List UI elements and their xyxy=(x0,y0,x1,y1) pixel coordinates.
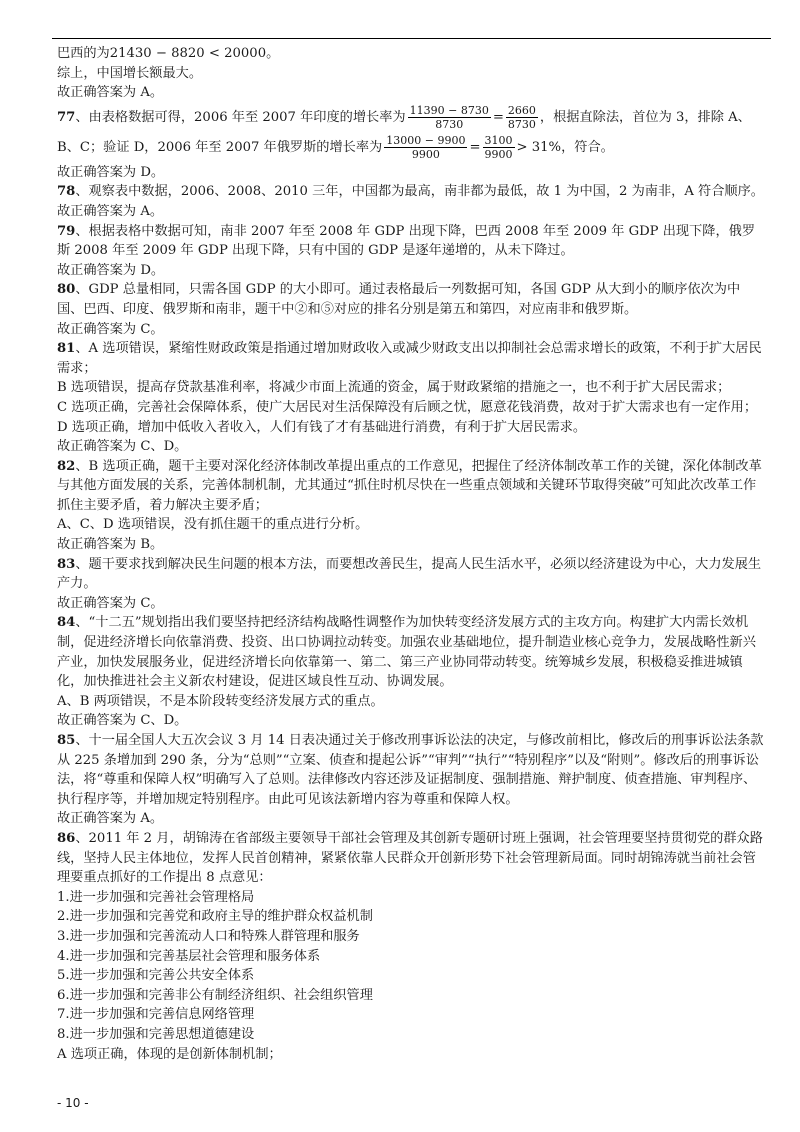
answer-line: 故正确答案为 D。 xyxy=(57,262,165,278)
text: 、由表格数据可得，2006 年至 2007 年印度的增长率为 xyxy=(75,109,406,125)
equals-sign: = xyxy=(469,139,481,155)
question-number: 86 xyxy=(57,830,76,846)
answer-line: 故正确答案为 C、D。 xyxy=(57,439,188,455)
text: ，符合。 xyxy=(561,139,614,155)
header-rule xyxy=(52,38,771,39)
list-item: 6.进一步加强和完善非公有制经济组织、社会组织管理 xyxy=(57,987,373,1003)
fraction xyxy=(506,104,538,131)
list-item: 1.进一步加强和完善社会管理格局 xyxy=(57,889,255,905)
numerator: 2660 xyxy=(507,103,536,117)
question-83 xyxy=(57,555,765,594)
math-expression: 21430 − 8820 < 20000 xyxy=(109,46,267,61)
question-78 xyxy=(57,182,765,202)
question-number: 84 xyxy=(57,615,76,631)
list-item: 4.进一步加强和完善基层社会管理和服务体系 xyxy=(57,948,321,964)
answer-line: 故正确答案为 C。 xyxy=(57,321,164,337)
list-item: 5.进一步加强和完善公共安全体系 xyxy=(57,968,255,984)
list-item: 3.进一步加强和完善流动人口和特殊人群管理和服务 xyxy=(57,928,360,944)
math-expression: > 31% xyxy=(516,139,562,155)
paragraph: B 选项错误，提高存贷款基准利率，将减少市面上流通的资金，属于财政紧缩的措施之一，也不利于扩大居民需求； xyxy=(57,380,731,396)
numerator: 11390 − 8730 xyxy=(409,103,489,117)
question-77 xyxy=(57,103,765,133)
equals-sign: = xyxy=(492,109,504,125)
text: 、观察表中数据，2006、2008、2010 三年，中国都为最高，南非都为最低，故 1 为中国，2 为南非，A 符合顺序。 xyxy=(75,184,764,200)
question-84 xyxy=(57,613,765,691)
answer-line: 故正确答案为 C、D。 xyxy=(57,713,188,729)
text: 、GDP 总量相同，只需各国 GDP 的大小即可。通过表格最后一列数据可知，各国 GDP 从大到小的顺序依次为中国、巴西、印度、俄罗斯和南非，题干中②和⑤对应的排名分别是第五和第四，对应南非和俄罗斯。 xyxy=(57,282,741,317)
question-86 xyxy=(57,829,765,888)
paragraph: A、B 两项错误，不是本阶段转变经济发展方式的重点。 xyxy=(57,693,384,709)
answer-line: 故正确答案为 B。 xyxy=(57,537,164,553)
question-number: 85 xyxy=(57,733,76,748)
paragraph xyxy=(57,44,765,64)
text: 、根据表格中数据可知，南非 2007 年至 2008 年 GDP 出现下降，巴西 2008 年至 2009 年 GDP 出现下降，俄罗斯 2008 年至 2009 年 GDP 出现下降，只有中国的 GDP 是逐年递增的，从未下降过。 xyxy=(57,223,756,259)
text: 、题干要求找到解决民生问题的根本方法，而要想改善民生，提高人民生活水平，必须以经济建设为中心，大力发展生产力。 xyxy=(57,556,762,592)
text: 、2011 年 2 月，胡锦涛在省部级主要领导干部社会管理及其创新专题研讨班上强调，社会管理要坚持贯彻党的群众路线，坚持人民主体地位，发挥人民首创精神，紧紧依靠人民群众开创新形势下社会管理新局面。同时胡锦涛就当前社会管理要重点抓好的工作提出 8 点意见： xyxy=(57,830,763,886)
list-item: 8.进一步加强和完善思想道德建设 xyxy=(57,1026,255,1042)
document-body xyxy=(57,44,765,1064)
text: ，根据直除法，首位为 3，排除 A、 xyxy=(539,109,751,125)
question-number: 77 xyxy=(57,109,76,125)
question-number: 79 xyxy=(57,223,76,239)
question-number: 83 xyxy=(57,556,76,572)
question-80 xyxy=(57,280,765,319)
paragraph: D 选项正确，增加中低收入者收入，人们有钱了才有基础进行消费，有利于扩大居民需求。 xyxy=(57,419,587,435)
denominator: 9900 xyxy=(484,147,513,161)
answer-line: 故正确答案为 A。 xyxy=(57,85,164,101)
fraction xyxy=(408,104,491,131)
denominator: 8730 xyxy=(435,117,464,131)
paragraph: C 选项正确，完善社会保障体系，使广大居民对生活保障没有后顾之忧，愿意花钱消费，故对于扩大需求也有一定作用； xyxy=(57,399,758,415)
question-77-cont xyxy=(57,133,765,163)
question-number: 80 xyxy=(57,282,76,298)
question-number: 78 xyxy=(57,184,76,200)
list-item: 2.进一步加强和完善党和政府主导的维护群众权益机制 xyxy=(57,909,373,925)
denominator: 8730 xyxy=(507,117,536,131)
answer-line: 故正确答案为 D。 xyxy=(57,164,165,180)
answer-line: 故正确答案为 C。 xyxy=(57,595,164,611)
text: 、十一届全国人大五次会议 3 月 14 日表决通过关于修改刑事诉讼法的决定，与修改前相比，修改后的刑事诉讼法条款从 225 条增加到 290 条，分为“总则”“立案、侦查和提起公诉”“审判”“执行”“特别程序”以及“附则”。修改后的刑事诉讼法，将“尊重和保障人权”明确写入了总则。法律修改内容还涉及证据制度、强制措施、辩护制度、侦查措施、审判程序、执行程序等，并增加规定特别程序。由此可见该法新增内容为尊重和保障人权。 xyxy=(57,733,764,807)
answer-line: 故正确答案为 A。 xyxy=(57,811,164,827)
question-82 xyxy=(57,457,765,516)
fraction xyxy=(384,134,467,161)
question-79 xyxy=(57,222,765,261)
numerator: 3100 xyxy=(484,133,513,147)
paragraph: A、C、D 选项错误，没有抓住题干的重点进行分析。 xyxy=(57,517,369,533)
question-number: 82 xyxy=(57,458,76,474)
answer-line: 故正确答案为 A。 xyxy=(57,203,164,219)
denominator: 9900 xyxy=(411,147,440,161)
question-81 xyxy=(57,339,765,378)
text: 。 xyxy=(266,46,280,61)
question-number: 81 xyxy=(57,341,76,357)
text: B、C；验证 D，2006 年至 2007 年俄罗斯的增长率为 xyxy=(57,139,383,155)
fraction xyxy=(483,134,515,161)
text: 巴西的为 xyxy=(57,46,110,61)
page-number: - 10 - xyxy=(57,1096,89,1110)
paragraph: A 选项正确，体现的是创新体制机制； xyxy=(57,1046,282,1062)
text: 、“十二五”规划指出我们要坚持把经济结构战略性调整作为加快转变经济发展方式的主攻方向。构建扩大内需长效机制，促进经济增长向依靠消费、投资、出口协调拉动转变。加强农业基础地位，提升制造业核心竞争力，发展战略性新兴产业，加快发展服务业，促进经济增长向依靠第一、第二、第三产业协同带动转变。统筹城乡发展，积极稳妥推进城镇化，加快推进社会主义新农村建设，促进区域良性互动、协调发展。 xyxy=(57,615,756,690)
paragraph: 综上，中国增长额最大。 xyxy=(57,65,203,81)
question-85 xyxy=(57,731,765,809)
text: 、B 选项正确，题干主要对深化经济体制改革提出重点的工作意见，把握住了经济体制改革工作的关键，深化体制改革与其他方面发展的关系，完善体制机制，尤其通过“抓住时机尽快在一些重点领域和关键环节取得突破”可知此次改革工作抓住主要矛盾，着力解决主要矛盾； xyxy=(57,458,762,513)
list-item: 7.进一步加强和完善信息网络管理 xyxy=(57,1007,255,1023)
text: 、A 选项错误，紧缩性财政政策是指通过增加财政收入或减少财政支出以抑制社会总需求增长的政策，不利于扩大居民需求； xyxy=(57,341,762,376)
numerator: 13000 − 9900 xyxy=(386,133,466,147)
